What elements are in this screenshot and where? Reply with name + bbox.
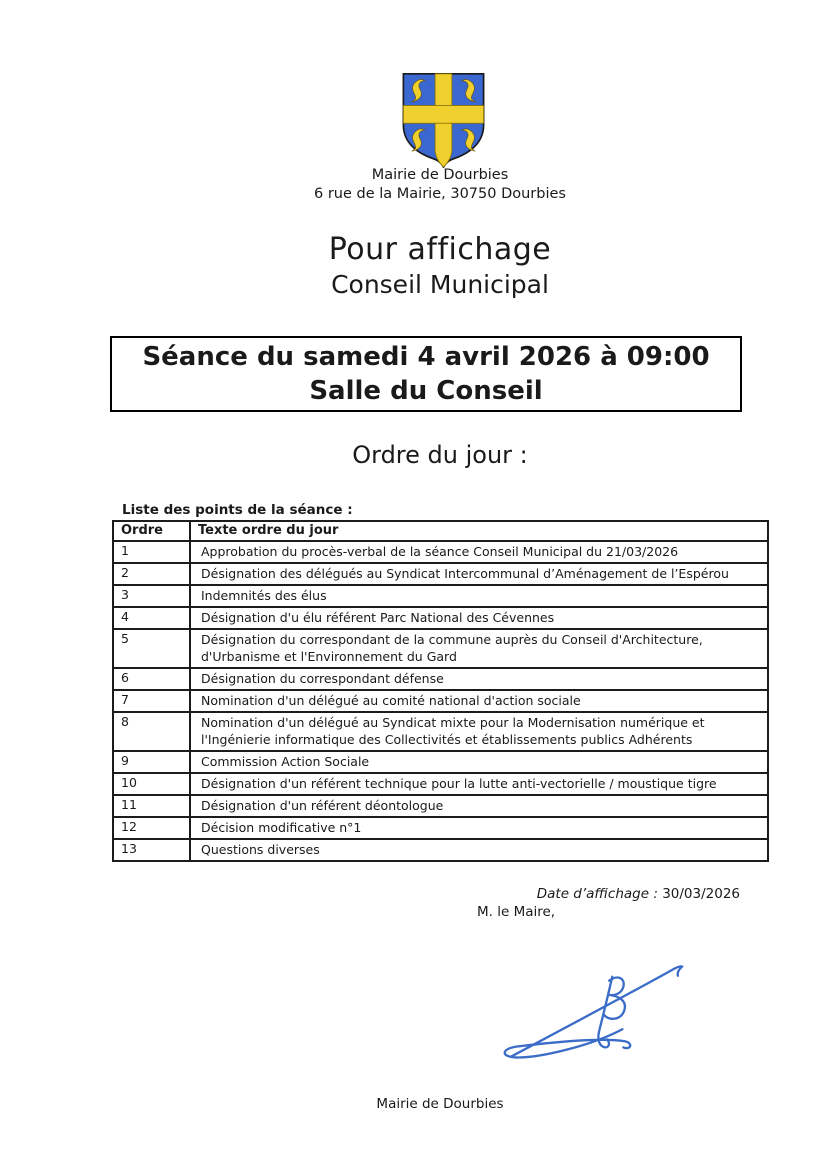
row-agenda-text: Désignation d'un référent déontologue [190,795,768,817]
posting-date-value: 30/03/2026 [662,886,740,902]
posting-date-label: Date d’affichage : [536,886,658,902]
table-row [113,629,768,668]
row-agenda-text: Décision modificative n°1 [190,817,768,839]
session-info-box [110,336,742,412]
row-order-number: 10 [113,773,190,795]
row-order-number: 1 [113,541,190,563]
table-row [113,773,768,795]
row-agenda-text: Désignation du correspondant de la commune auprès du Conseil d'Architecture, d'Urbanisme et l'Environnement du Gard [190,629,768,668]
session-location: Salle du Conseil [309,376,543,406]
table-row [113,563,768,585]
row-order-number: 3 [113,585,190,607]
row-agenda-text: Nomination d'un délégué au Syndicat mixte pour la Modernisation numérique et l'Ingénierie informatique des Collectivités et établissements publics Adhérents [190,712,768,751]
row-agenda-text: Nomination d'un délégué au comité national d'action sociale [190,690,768,712]
row-order-number: 7 [113,690,190,712]
table-row [113,817,768,839]
row-order-number: 8 [113,712,190,751]
row-agenda-text: Désignation du correspondant défense [190,668,768,690]
row-order-number: 5 [113,629,190,668]
row-order-number: 12 [113,817,190,839]
table-row [113,795,768,817]
page-title: Pour affichage [328,232,552,267]
table-row [113,690,768,712]
session-datetime: Séance du samedi 4 avril 2026 à 09:00 [142,342,710,372]
row-agenda-text: Désignation des délégués au Syndicat Intercommunal d’Aménagement de l’Espérou [190,563,768,585]
row-agenda-text: Indemnités des élus [190,585,768,607]
table-row [113,541,768,563]
table-row [113,751,768,773]
list-label: Liste des points de la séance : [122,502,353,518]
row-order-number: 4 [113,607,190,629]
row-agenda-text: Approbation du procès-verbal de la séance Conseil Municipal du 21/03/2026 [190,541,768,563]
signatory-title: M. le Maire, [477,904,556,920]
column-header-ordre: Ordre [113,521,190,541]
row-agenda-text: Commission Action Sociale [190,751,768,773]
row-order-number: 9 [113,751,190,773]
table-header-row [113,521,768,541]
table-row [113,839,768,861]
posting-date-line [537,886,740,902]
agenda-heading: Ordre du jour : [352,441,528,469]
org-address: 6 rue de la Mairie, 30750 Dourbies [314,186,566,202]
row-agenda-text: Questions diverses [190,839,768,861]
org-name: Mairie de Dourbies [371,167,509,183]
row-agenda-text: Désignation d'un référent technique pour la lutte anti-vectorielle / moustique tigre [190,773,768,795]
table-row [113,585,768,607]
row-order-number: 6 [113,668,190,690]
row-agenda-text: Désignation d'u élu référent Parc National des Cévennes [190,607,768,629]
row-order-number: 11 [113,795,190,817]
page-subtitle: Conseil Municipal [331,270,549,299]
row-order-number: 2 [113,563,190,585]
table-row [113,607,768,629]
column-header-texte: Texte ordre du jour [190,521,768,541]
row-order-number: 13 [113,839,190,861]
agenda-table [112,520,769,862]
table-row [113,712,768,751]
coat-of-arms-icon [396,71,491,168]
signature-icon [486,946,688,1068]
table-row [113,668,768,690]
footer-org-name: Mairie de Dourbies [376,1096,504,1112]
